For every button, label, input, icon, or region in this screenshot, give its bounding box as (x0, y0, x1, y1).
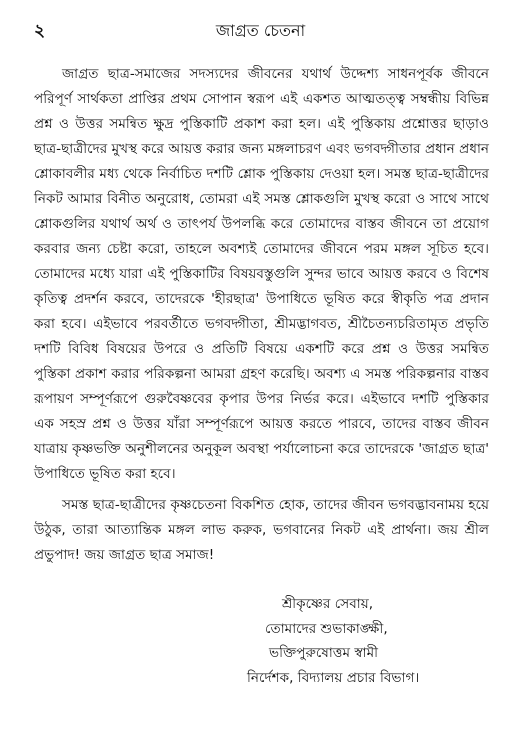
body-text (34, 62, 489, 574)
page-header (0, 18, 521, 40)
signature-salutation: শ্রীকৃষ্ণের সেবায়, (282, 596, 374, 612)
page-number: ২ (34, 21, 46, 41)
signature-designation: নির্দেশক, বিদ্যালয় প্রচার বিভাগ। (247, 669, 420, 686)
running-title: জাগ্রত চেতনা (215, 21, 306, 40)
signature-block (247, 592, 487, 690)
paragraph-2: সমস্ত ছাত্র-ছাত্রীদের কৃষ্ণচেতনা বিকশিত হোক, তাদের জীবন ভগবদ্ভাবনাময় হয়ে উঠুক, তারা আত্যান্তিক মঙ্গল লাভ করুক, ভগবানের নিকট এই প্রার্থনা। জয় শ্রীল প্রভুপাদ! জয় জাগ্রত ছাত্র সমাজ! (34, 497, 489, 563)
paragraph-1: জাগ্রত ছাত্র-সমাজের সদস্যদের জীবনের যথার্থ উদ্দেশ্য সাধনপূর্বক জীবনে পরিপূর্ণ সার্থকতা প্রাপ্তির প্রথম সোপান স্বরূপ এই একশত আত্মতত্ত্ব সম্বন্ধীয় বিভিন্ন প্রশ্ন ও উত্তর সমন্বিত ক্ষুদ্র পুস্তিকাটি প্রকাশ করা হল। এই পুস্তিকায় প্রশ্নোত্তর ছাড়াও ছাত্র-ছাত্রীদের মুখস্থ করে আয়ত্ত করার জন্য মঙ্গলাচরণ এবং ভগবদ্গীতার প্রধান প্রধান শ্লোকাবলীর মধ্য থেকে নির্বাচিত দশটি শ্লোক পুস্তিকায় দেওয়া হল। সমস্ত ছাত্র-ছাত্রীদের নিকট আমার বিনীত অনুরোধ, তোমরা এই সমস্ত শ্লোকগুলি মুখস্থ করো ও সাথে সাথে শ্লোকগুলির যথার্থ অর্থ ও তাৎপর্য উপলব্ধি করে তোমাদের বাস্তব জীবনে তা প্রয়োগ করবার জন্য চেষ্টা করো, তাহলে অবশ্যই তোমাদের জীবনে পরম মঙ্গল সূচিত হবে। তোমাদের মধ্যে যারা এই পুস্তিকাটির বিষয়বস্তুগুলি সুন্দর ভাবে আয়ত্ত করবে ও বিশেষ কৃতিত্ব প্রদর্শন করবে, তাদেরকে 'হীরছাত্র' উপাধিতে ভূষিত করে স্বীকৃতি পত্র প্রদান করা হবে। এইভাবে পরবর্তীতে ভগবদ্গীতা, শ্রীমদ্ভাগবত, শ্রীচৈতন্যচরিতামৃত প্রভৃতি দশটি বিবিধ বিষয়ের উপরে ও প্রতিটি বিষয়ে একশটি করে প্রশ্ন ও উত্তর সমন্বিত পুস্তিকা প্রকাশ করার পরিকল্পনা আমরা গ্রহণ করেছি। অবশ্য এ সমস্ত পরিকল্পনার বাস্তব রূপায়ণ সম্পূর্ণরূপে গুরুবৈষ্ণবের কৃপার উপর নির্ভর করে। এইভাবে দশটি পুস্তিকার এক সহস্র প্রশ্ন ও উত্তর যাঁরা সম্পূর্ণরূপে আয়ত্ত করতে পারবে, তাদের বাস্তব জীবন যাত্রায় কৃষ্ণভক্তি অনুশীলনের অনুকূল অবস্থা পর্যালোচনা করে তাদেরকে 'জাগ্রত ছাত্র' উপাধিতে ভূষিত করা হবে। (34, 66, 489, 482)
signature-well-wisher: তোমাদের শুভাকাঙ্ক্ষী, (265, 620, 388, 637)
signature-name: ভক্তিপুরুষোত্তম স্বামী (269, 645, 379, 661)
